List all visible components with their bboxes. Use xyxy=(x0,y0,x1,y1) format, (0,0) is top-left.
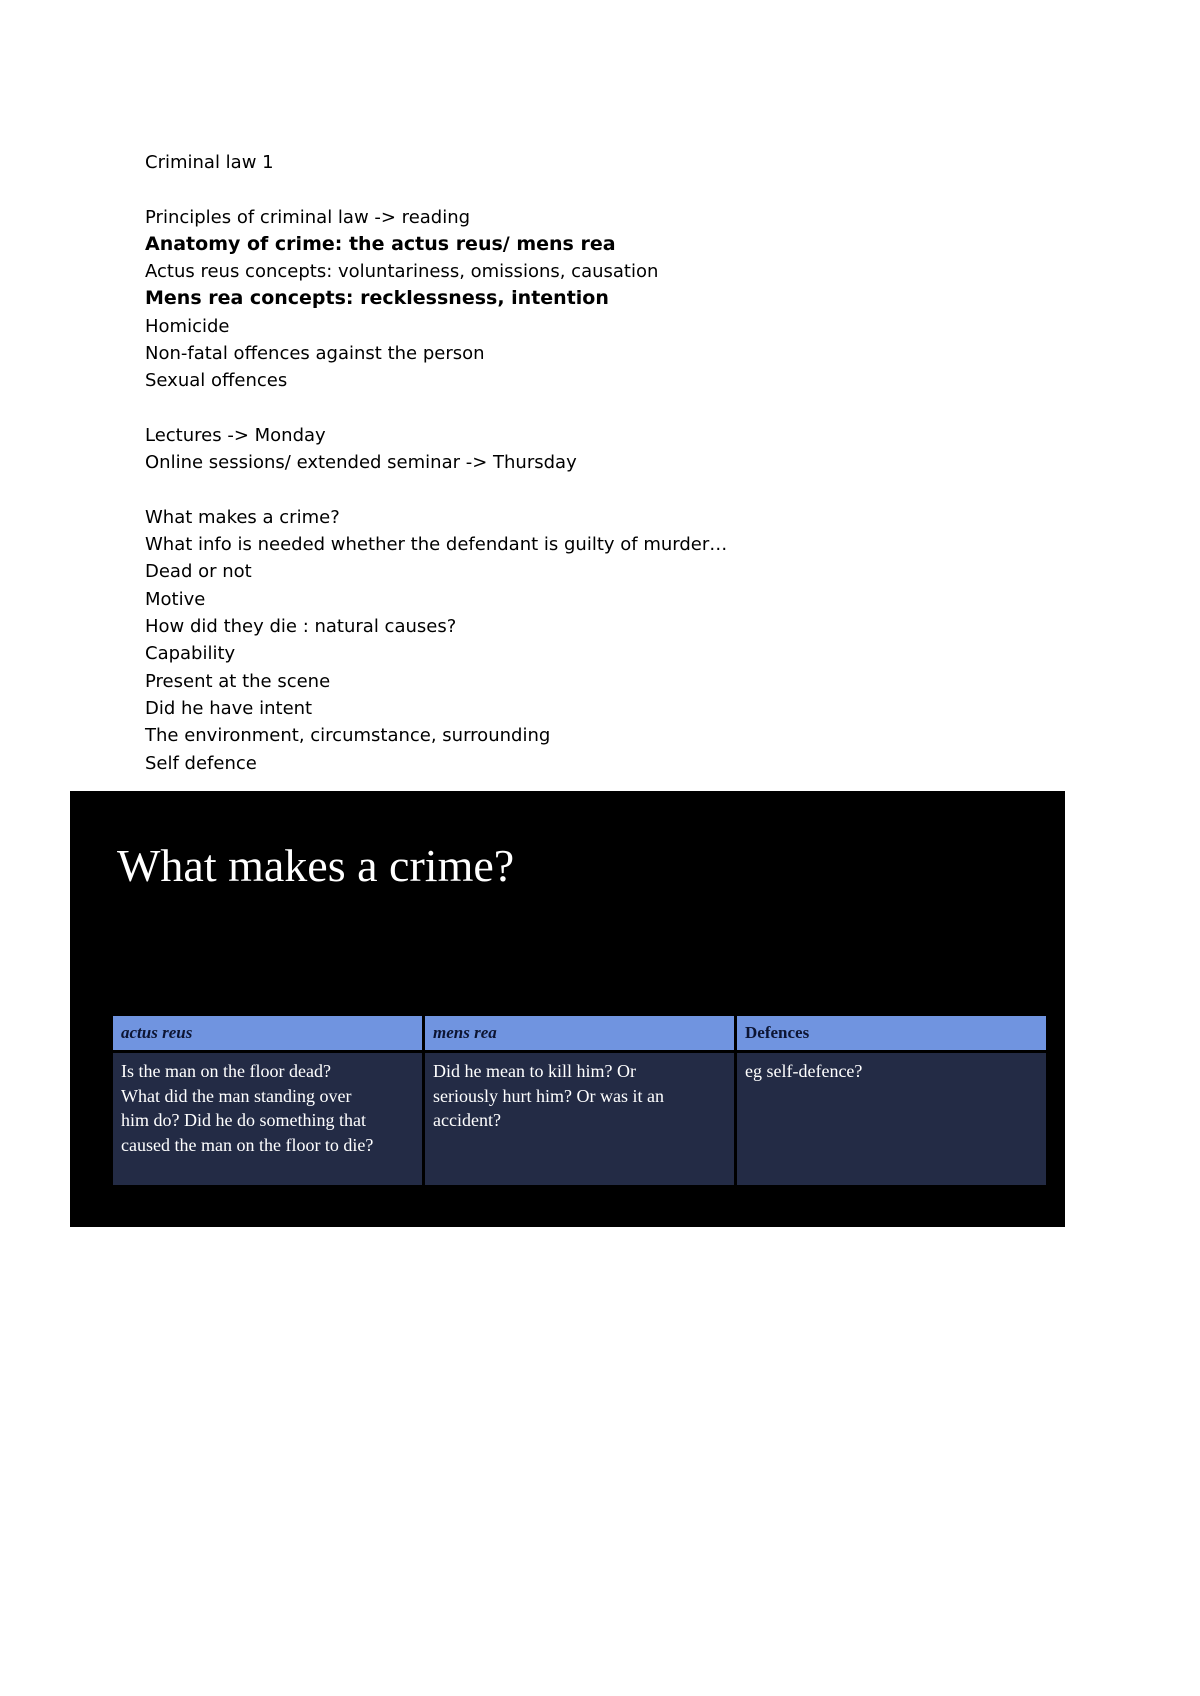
note-line: What info is needed whether the defendant is guilty of murder… xyxy=(145,534,728,556)
slide-table xyxy=(110,1013,1049,1188)
note-line: What makes a crime? xyxy=(145,506,340,528)
cell-line: seriously hurt him? Or was it an xyxy=(433,1085,664,1106)
cell-line: caused the man on the floor to die? xyxy=(121,1134,374,1155)
table-header-mens-rea: mens rea xyxy=(425,1016,734,1050)
table-cell-defences xyxy=(737,1053,1046,1185)
note-line: Online sessions/ extended seminar -> Thursday xyxy=(145,452,577,474)
table-header-row xyxy=(113,1016,1046,1050)
note-line: Principles of criminal law -> reading xyxy=(145,206,471,228)
cell-line: What did the man standing over xyxy=(121,1085,352,1106)
table-cell-actus-reus xyxy=(113,1053,422,1185)
table-header-actus-reus: actus reus xyxy=(113,1016,422,1050)
note-line: Sexual offences xyxy=(145,370,288,392)
note-line: The environment, circumstance, surrounding xyxy=(145,725,551,747)
note-line: Capability xyxy=(145,643,236,665)
cell-line: eg self-defence? xyxy=(745,1061,863,1081)
note-line: Non-fatal offences against the person xyxy=(145,343,485,365)
note-line: Motive xyxy=(145,588,206,610)
embedded-slide xyxy=(70,791,1065,1227)
cell-line: accident? xyxy=(433,1110,501,1130)
cell-line: Is the man on the floor dead? xyxy=(121,1061,331,1081)
slide-title: What makes a crime? xyxy=(117,840,515,891)
note-line: Homicide xyxy=(145,315,230,337)
note-line: Self defence xyxy=(145,752,257,774)
blank-line xyxy=(145,477,1045,504)
cell-line: Did he mean to kill him? Or xyxy=(433,1061,636,1081)
note-line: Mens rea concepts: recklessness, intention xyxy=(145,287,609,310)
blank-line xyxy=(145,176,1045,203)
table-header-defences: Defences xyxy=(737,1016,1046,1050)
note-line: Dead or not xyxy=(145,561,252,583)
table-cell-mens-rea xyxy=(425,1053,734,1185)
note-line: Did he have intent xyxy=(145,697,313,719)
notes-body xyxy=(145,149,1045,777)
blank-line xyxy=(145,395,1045,422)
cell-line: him do? Did he do something that xyxy=(121,1110,366,1130)
note-line: Lectures -> Monday xyxy=(145,424,326,446)
note-line: Actus reus concepts: voluntariness, omissions, causation xyxy=(145,261,659,283)
note-line: Present at the scene xyxy=(145,670,331,692)
note-line: Criminal law 1 xyxy=(145,152,274,173)
table-row xyxy=(113,1053,1046,1185)
note-line: How did they die : natural causes? xyxy=(145,616,457,638)
note-line: Anatomy of crime: the actus reus/ mens rea xyxy=(145,232,616,255)
